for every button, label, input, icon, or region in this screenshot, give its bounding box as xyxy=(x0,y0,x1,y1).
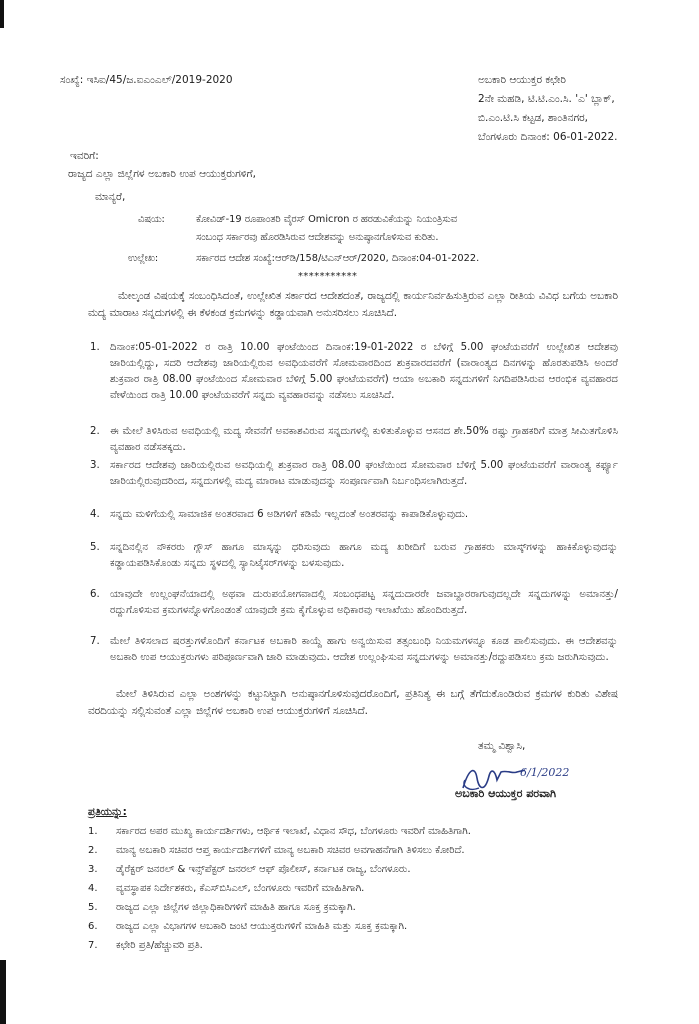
copy-to-item-4: 4. ವ್ಯವಸ್ಥಾಪಕ ನಿರ್ದೇಶಕರು, ಕೆಎಸ್‌ಬಿಸಿಎಲ್, ಬೆಂಗಳೂರು ಇವರಿಗೆ ಮಾಹಿತಿಗಾಗಿ. xyxy=(88,883,365,894)
copy-to-item-1: 1. ಸರ್ಕಾರದ ಅಪರ ಮುಖ್ಯ ಕಾರ್ಯದರ್ಶಿಗಳು, ಆರ್ಥಿಕ ಇಲಾಖೆ, ವಿಧಾನ ಸೌಧ, ಬೆಂಗಳೂರು ಇವರಿಗೆ ಮಾಹಿತಿಗಾಗಿ. xyxy=(88,826,471,837)
signature-date: 6/1/2022 xyxy=(520,766,570,779)
salutation: ಮಾನ್ಯರೆ, xyxy=(95,191,126,203)
to-label: ಇವರಿಗೆ: xyxy=(70,150,99,162)
point-5: 5. ಸನ್ನದಿನಲ್ಲಿನ ನೌಕರರು ಗ್ಲೌಸ್ ಹಾಗೂ ಮಾಸ್ಕನ್ನು ಧರಿಸುವುದು ಹಾಗೂ ಮದ್ಯ ಖರೀದಿಗೆ ಬರುವ ಗ್ರಾಹಕರು ಮಾಸ್ಕ್‌ಗಳನ್ನು ಹಾಕಿಕೊಳ್ಳುವುದನ್ನು ಕಡ್ಡಾಯಪಡಿಸಿಕೊಂಡು ಸನ್ನದು ಸ್ಥಳದಲ್ಲಿ ಸ್ಯಾನಿಟೈಸರ್‌ಗಳನ್ನು ಬಳಸುವುದು. xyxy=(90,542,618,569)
point-4: 4. ಸನ್ನದು ಮಳಿಗೆಯಲ್ಲಿ ಸಾಮಾಜಿಕ ಅಂತರವಾದ 6 ಅಡಿಗಳಿಗೆ ಕಡಿಮೆ ಇಲ್ಲದಂತೆ ಅಂತರವನ್ನು ಕಾಪಾಡಿಕೊಳ್ಳುವುದು. xyxy=(90,509,469,520)
recipients: ರಾಜ್ಯದ ಎಲ್ಲಾ ಜಿಲ್ಲೆಗಳ ಅಬಕಾರಿ ಉಪ ಆಯುಕ್ತರುಗಳಿಗೆ, xyxy=(68,168,256,180)
subject-line-2: ಸಂಬಂಧ ಸರ್ಕಾರವು ಹೊರಡಿಸಿರುವ ಆದೇಶವನ್ನು ಅನುಷ್ಠಾನಗೊಳಿಸುವ ಕುರಿತು. xyxy=(196,232,439,243)
scan-edge-bottom xyxy=(0,960,6,1024)
yours-faithfully: ತಮ್ಮ ವಿಶ್ವಾಸಿ, xyxy=(478,740,526,752)
office-address-line-2: 2ನೇ ಮಹಡಿ, ಟಿ.ಟಿ.ಎಂ.ಸಿ. 'ಎ' ಬ್ಲಾಕ್, xyxy=(478,93,615,105)
signatory-designation: ಅಬಕಾರಿ ಆಯುಕ್ತರ ಪರವಾಗಿ xyxy=(455,787,557,800)
point-1: 1. ದಿನಾಂಕ:05-01-2022 ರ ರಾತ್ರಿ 10.00 ಘಂಟೆಯಿಂದ ದಿನಾಂಕ:19-01-2022 ರ ಬೆಳಿಗ್ಗೆ 5.00 ಘಂಟೆಯವರೆಗೆ ಉಲ್ಲೇಖಿತ ಆದೇಶವು ಜಾರಿಯಲ್ಲಿದ್ದು, ಸದರಿ ಆದೇಶವು ಜಾರಿಯಲ್ಲಿರುವ ಅವಧಿಯವರೆಗೆ ಸೋಮವಾರದಿಂದ ಶುಕ್ರವಾರದವರೆಗೆ (ವಾರಾಂತ್ಯದ ದಿನಗಳನ್ನು ಹೊರತುಪಡಿಸಿ ಅಂದರೆ ಶುಕ್ರವಾರ ರಾತ್ರಿ 08.00 ಘಂಟೆಯಿಂದ ಸೋಮವಾರ ಬೆಳಿಗ್ಗೆ 5.00 ಘಂಟೆಯವರೆಗೆ) ಆಯಾ ಅಬಕಾರಿ ಸನ್ನದುಗಳಿಗೆ ನಿಗದಿಪಡಿಸಿರುವ ಆರಂಭಿಕ ವ್ಯವಹಾರದ ವೇಳೆಯಿಂದ ರಾತ್ರಿ 10.00 ಘಂಟೆಯವರೆಗೆ ಸನ್ನದು ವ್ಯವಹಾರವನ್ನು ನಡೆಸಲು ಸೂಚಿಸಿದೆ. xyxy=(90,342,618,401)
point-2: 2. ಈ ಮೇಲೆ ತಿಳಿಸಿರುವ ಅವಧಿಯಲ್ಲಿ ಮದ್ಯ ಸೇವನೆಗೆ ಅವಕಾಶವಿರುವ ಸನ್ನದುಗಳಲ್ಲಿ ಕುಳಿತುಕೊಳ್ಳುವ ಆಸನದ ಶೇ.50% ರಷ್ಟು ಗ್ರಾಹಕರಿಗೆ ಮಾತ್ರ ಸೀಮಿತಗೊಳಿಸಿ ವ್ಯವಹಾರ ನಡೆಸತಕ್ಕದು. xyxy=(90,426,618,453)
copy-to-item-2: 2. ಮಾನ್ಯ ಅಬಕಾರಿ ಸಚಿವರ ಆಪ್ತ ಕಾರ್ಯದರ್ಶಿಗಳಿಗೆ ಮಾನ್ಯ ಅಬಕಾರಿ ಸಚಿವರ ಅವಗಾಹನೆಗಾಗಿ ತಿಳಿಸಲು ಕೋರಿದೆ. xyxy=(88,845,465,856)
office-address-line-1: ಅಬಕಾರಿ ಆಯುಕ್ತರ ಕಛೇರಿ xyxy=(478,74,566,86)
scan-edge-top xyxy=(0,0,4,28)
point-7: 7. ಮೇಲೆ ತಿಳಿಸಲಾದ ಷರತ್ತುಗಳೊಂದಿಗೆ ಕರ್ನಾಟಕ ಅಬಕಾರಿ ಕಾಯ್ದೆ ಹಾಗು ಅನ್ವಯಿಸುವ ತತ್ಸಂಬಂಧಿ ನಿಯಮಗಳನ್ನೂ ಕೂಡ ಪಾಲಿಸುವುದು. ಈ ಆದೇಶವನ್ನು ಅಬಕಾರಿ ಉಪ ಆಯುಕ್ತರುಗಳು ಪರಿಪೂರ್ಣವಾಗಿ ಜಾರಿ ಮಾಡುವುದು. ಆದೇಶ ಉಲ್ಲಂಘಿಸುವ ಸನ್ನದುಗಳನ್ನು ಅಮಾನತ್ತು/ರದ್ದುಪಡಿಸಲು ಕ್ರಮ ಜರುಗಿಸುವುದು. xyxy=(90,636,618,663)
closing-text: ಮೇಲೆ ತಿಳಿಸಿರುವ ಎಲ್ಲಾ ಅಂಶಗಳನ್ನು ಕಟ್ಟುನಿಟ್ಟಾಗಿ ಅನುಷ್ಠಾನಗೊಳಿಸುವುದರೊಂದಿಗೆ, ಪ್ರತಿನಿತ್ಯ ಈ ಬಗ್ಗೆ ತೆಗೆದುಕೊಂಡಿರುವ ಕ್ರಮಗಳ ಕುರಿತು ವಿಶೇಷ ವರದಿಯನ್ನು ಸಲ್ಲಿಸುವಂತೆ ಎಲ್ಲಾ ಜಿಲ್ಲೆಗಳ ಅಬಕಾರಿ ಉಪ ಆಯುಕ್ತರುಗಳಿಗೆ ಸೂಚಿಸಿದೆ. xyxy=(88,688,618,717)
intro-text: ಮೇಲ್ಕಂಡ ವಿಷಯಕ್ಕೆ ಸಂಬಂಧಿಸಿದಂತೆ, ಉಲ್ಲೇಖಿತ ಸರ್ಕಾರದ ಆದೇಶದಂತೆ, ರಾಜ್ಯದಲ್ಲಿ ಕಾರ್ಯನಿರ್ವಹಿಸುತ್ತಿರುವ ಎಲ್ಲಾ ರೀತಿಯ ವಿವಿಧ ಬಗೆಯ ಅಬಕಾರಿ ಮದ್ಯ ಮಾರಾಟ ಸನ್ನದುಗಳಲ್ಲಿ ಈ ಕೆಳಕಂಡ ಕ್ರಮಗಳನ್ನು ಕಡ್ಡಾಯವಾಗಿ ಅನುಸರಿಸಲು ಸೂಚಿಸಿದೆ. xyxy=(88,290,618,319)
reference-number: ಸಂಖ್ಯೆ: ಇಸಿಐ/45/ಜ.ಐಎಂಎಲ್/2019-2020 xyxy=(60,74,233,86)
copy-to-label: ಪ್ರತಿಯನ್ನು: xyxy=(88,806,127,818)
reference-label: ಉಲ್ಲೇಖ: xyxy=(128,253,159,264)
copy-to-item-7: 7. ಕಛೇರಿ ಪ್ರತಿ/ಹೆಚ್ಚುವರಿ ಪ್ರತಿ. xyxy=(88,940,203,951)
separator-stars: *********** xyxy=(298,271,358,282)
copy-to-item-6: 6. ರಾಜ್ಯದ ಎಲ್ಲಾ ವಿಭಾಗಗಳ ಅಬಕಾರಿ ಜಂಟಿ ಆಯುಕ್ತರುಗಳಿಗೆ ಮಾಹಿತಿ ಮತ್ತು ಸೂಕ್ತ ಕ್ರಮಕ್ಕಾಗಿ. xyxy=(88,921,408,932)
intro-paragraph xyxy=(88,288,618,321)
closing-paragraph xyxy=(88,686,618,719)
copy-to-item-5: 5. ರಾಜ್ಯದ ಎಲ್ಲಾ ಜಿಲ್ಲೆಗಳ ಜಿಲ್ಲಾಧಿಕಾರಿಗಳಿಗೆ ಮಾಹಿತಿ ಹಾಗೂ ಸೂಕ್ತ ಕ್ರಮಕ್ಕಾಗಿ. xyxy=(88,902,356,913)
subject-line-1: ಕೋವಿಡ್-19 ರೂಪಾಂತರಿ ವೈರಸ್ Omicron ರ ಹರಡುವಿಕೆಯನ್ನು ನಿಯಂತ್ರಿಸುವ xyxy=(196,214,457,225)
subject-label: ವಿಷಯ: xyxy=(138,214,165,225)
office-date-line: ಬೆಂಗಳೂರು ದಿನಾಂಕ: 06-01-2022. xyxy=(478,131,618,143)
reference-text: ಸರ್ಕಾರದ ಆದೇಶ ಸಂಖ್ಯೆ:ಆರ್‌ಡಿ/158/ಟಿಎನ್‌ಆರ್/2020, ದಿನಾಂಕ:04-01-2022. xyxy=(196,253,480,264)
point-3: 3. ಸರ್ಕಾರದ ಆದೇಶವು ಜಾರಿಯಲ್ಲಿರುವ ಅವಧಿಯಲ್ಲಿ ಶುಕ್ರವಾರ ರಾತ್ರಿ 08.00 ಘಂಟೆಯಿಂದ ಸೋಮವಾರ ಬೆಳಿಗ್ಗೆ 5.00 ಘಂಟೆಯವರೆಗೆ ವಾರಾಂತ್ಯ ಕರ್ಫ್ಯೂ ಜಾರಿಯಲ್ಲಿರುವುದರಿಂದ, ಸನ್ನದುಗಳಲ್ಲಿ ಮದ್ಯ ಮಾರಾಟ ಮಾಡುವುದನ್ನು ಸಂಪೂರ್ಣವಾಗಿ ನಿರ್ಬಂಧಿಸಲಾಗಿರುತ್ತದೆ. xyxy=(90,460,618,487)
office-address-line-3: ಬಿ.ಎಂ.ಟಿ.ಸಿ ಕಟ್ಟಡ, ಶಾಂತಿನಗರ, xyxy=(478,112,589,124)
point-6: 6. ಯಾವುದೇ ಉಲ್ಲಂಘನೆಯಾದಲ್ಲಿ ಅಥವಾ ದುರುಪಯೋಗವಾದಲ್ಲಿ ಸಂಬಂಧಪಟ್ಟ ಸನ್ನದುದಾರರೇ ಜವಾಬ್ದಾರರಾಗುವುದಲ್ಲದೇ ಸನ್ನದುಗಳನ್ನು ಅಮಾನತ್ತು/ರದ್ದುಗೊಳಿಸುವ ಕ್ರಮಗಳನ್ನೊಳಗೊಂಡಂತೆ ಯಾವುದೇ ಕ್ರಮ ಕೈಗೊಳ್ಳುವ ಅಧಿಕಾರವು ಇಲಾಖೆಯು ಹೊಂದಿರುತ್ತದೆ. xyxy=(90,589,618,616)
copy-to-item-3: 3. ಡೈರೆಕ್ಟರ್ ಜನರಲ್ & ಇನ್ಸ್‌ಪೆಕ್ಟರ್ ಜನರಲ್ ಆಫ್ ಪೊಲೀಸ್, ಕರ್ನಾಟಕ ರಾಜ್ಯ, ಬೆಂಗಳೂರು. xyxy=(88,864,411,875)
